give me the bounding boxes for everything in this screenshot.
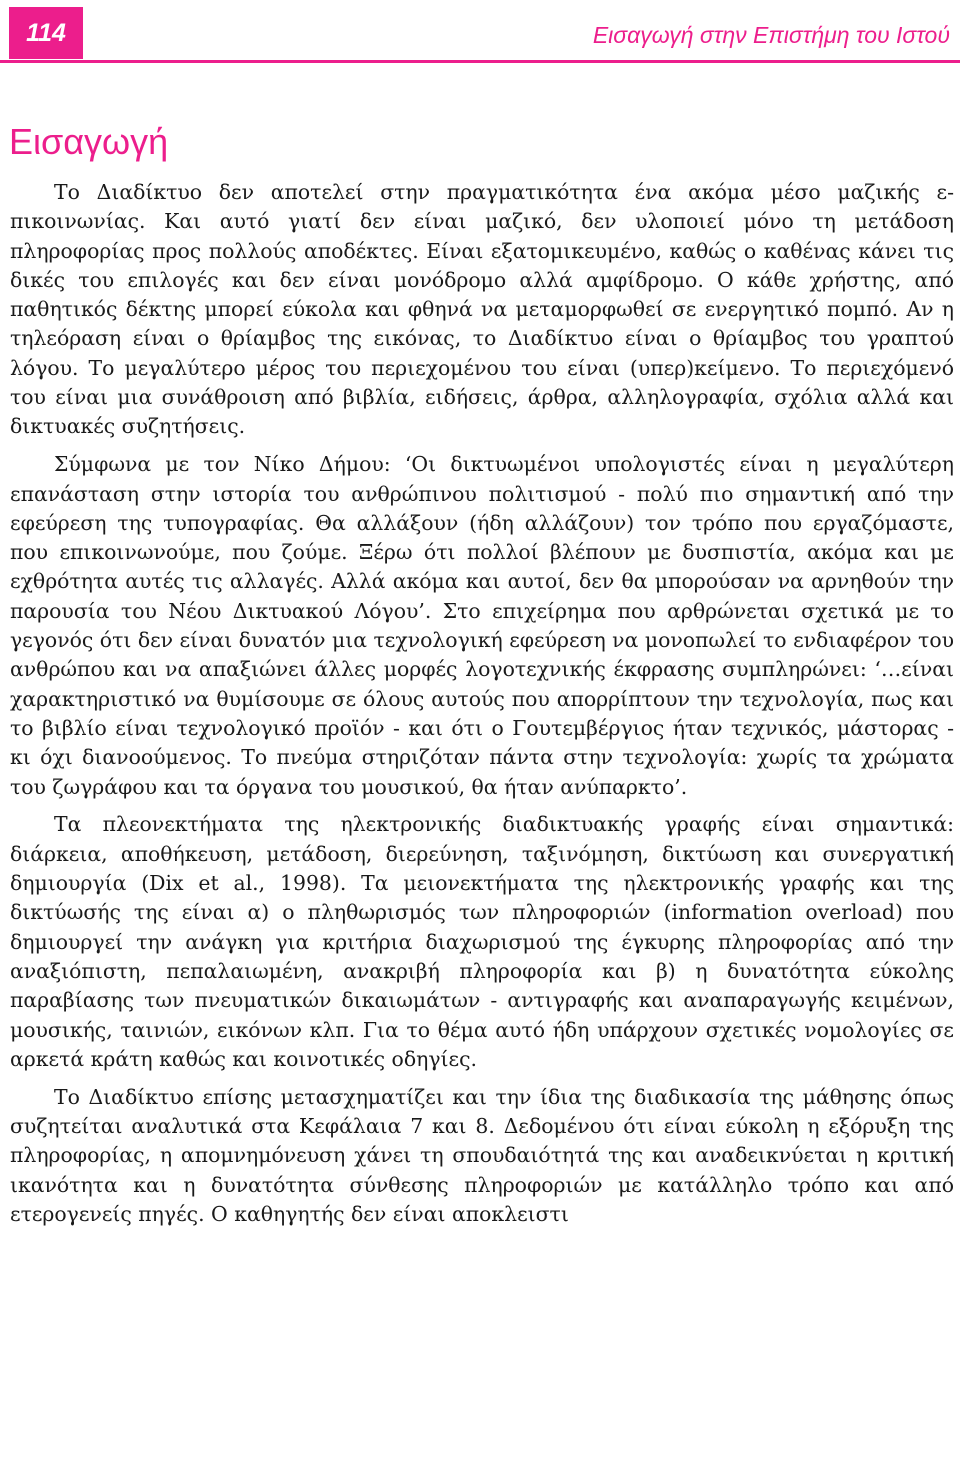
paragraph: Τα πλεονεκτήματα της ηλεκτρονικής διαδικτυακής γραφής είναι σημαντικά: διάρκεια, αποθήκευση, μετάδοση, διερεύνηση, ταξινόμηση, δικτύωση και συνεργατική δημιουργία (Dix et al., 1998). Τα μειονεκτήματα της ηλεκτρονικής γραφής και της δικτύωσής της είναι α) ο πληθωρισμός των πληροφοριών (information overload) που δημιουργεί την ανάγκη για κριτήρια διαχωρισμού της έγκυρης πληροφορίας από την αναξιόπιστη, πεπαλαιωμένη, ανακριβή πληροφορία και β) η δυνατότητα εύκολης παραβίασης των πνευματικών δικαιωμάτων - αντιγραφής και αναπαραγωγής κειμένων, μουσικής, ταινιών, εικόνων κλπ. Για το θέμα αυτό ήδη υπάρχουν σχετικές νομολογίες σε αρκετά κράτη καθώς και κοινοτικές οδηγίες. — [10, 812, 954, 1071]
body-text — [10, 178, 954, 1238]
running-title: Εισαγωγή στην Επιστήμη του Ιστού — [592, 22, 950, 48]
page-number: 114 — [9, 7, 83, 59]
paragraph: Σύμφωνα με τον Νίκο Δήμου: ‘Οι δικτυωμένοι υπολογιστές είναι η μεγαλύτερη επανάσταση στην ιστορία του ανθρώπινου πολιτισμού - πολύ πιο σημαντική από την εφεύρεση της τυπογραφίας. Θα αλλάξουν (ήδη αλλάζουν) τον τρόπο που εργαζόμαστε, που επικοινωνούμε, που ζούμε. Ξέρω ότι πολλοί βλέπουν με δυσπιστία, ακόμα και με εχθρότητα αυτές τις αλλαγές. Αλλά ακόμα και αυτοί, δεν θα μπορούσαν να αρνηθούν την παρουσία του Νέου Δικτυακού Λόγου’. Στο επιχείρημα που αρθρώνεται σχετικά με το γεγονός ότι δεν είναι δυνατόν μια τεχνολογική εφεύρεση να μονοπωλεί το ενδιαφέρον του ανθρώπου και να απαξιώνει άλλες μορφές λογοτεχνικής έκφρασης συμπληρώνει: ‘…είναι χαρακτηριστικό να θυμίσουμε σε όλους αυτούς που απορρίπτουν την τεχνολογία, πως και το βιβλίο είναι τεχνολογικό προϊόν - και ότι ο Γουτεμβέργιος ήταν τεχνικός, μάστορας - κι όχι διανοούμενος. Το πνεύμα στηριζόταν πάντα στην τεχνολογία: χωρίς τα χρώματα του ζωγράφου και τα όργανα του μουσικού, θα ήταν ανύπαρκτο’. — [10, 452, 954, 799]
paragraph: Το Διαδίκτυο επίσης μετασχηματίζει και την ίδια της διαδικασία της μάθησης όπως συζητείται αναλυτικά στα Κεφάλαια 7 και 8. Δεδομένου ότι είναι εύκολη η εξόρυξη της πληροφορίας, η απομνημόνευση χάνει τη σπουδαιότητά της και αναδεικνύεται η κριτική ικανότητα και η δυνατότητα σύνθεσης πληροφοριών με κατάλληλο τρόπο και από ετερογενείς πηγές. Ο καθηγητής δεν είναι αποκλειστι — [10, 1084, 954, 1226]
section-title: Εισαγωγή — [9, 121, 169, 162]
page-header — [0, 0, 960, 62]
header-rule — [0, 60, 960, 63]
paragraph: Το Διαδίκτυο δεν αποτελεί στην πραγματικότητα ένα ακόμα μέσο μαζικής επικοινωνίας. Και αυτό γιατί δεν είναι μαζικό, δεν υλοποιεί μόνο τη μετάδοση πληροφορίας προς πολλούς αποδέκτες. Είναι εξατομικευμένο, καθώς ο καθένας κάνει τις δικές του επιλογές και δεν είναι μονόδρομο αλλά αμφίδρομο. Ο κάθε χρήστης, από παθητικός δέκτης μπορεί εύκολα και φθηνά να μεταμορφωθεί σε ενεργητικό πομπό. Αν η τηλεόραση είναι ο θρίαμβος της εικόνας, το Διαδίκτυο είναι ο θρίαμβος του γραπτού λόγου. Το μεγαλύτερο μέρος του περιεχομένου του είναι (υπερ)κείμενο. Το περιεχόμενό του είναι μια συνάθροιση από βιβλία, ειδήσεις, άρθρα, αλληλογραφία, σχόλια αλλά και δικτυακές συζητήσεις. — [10, 180, 954, 439]
